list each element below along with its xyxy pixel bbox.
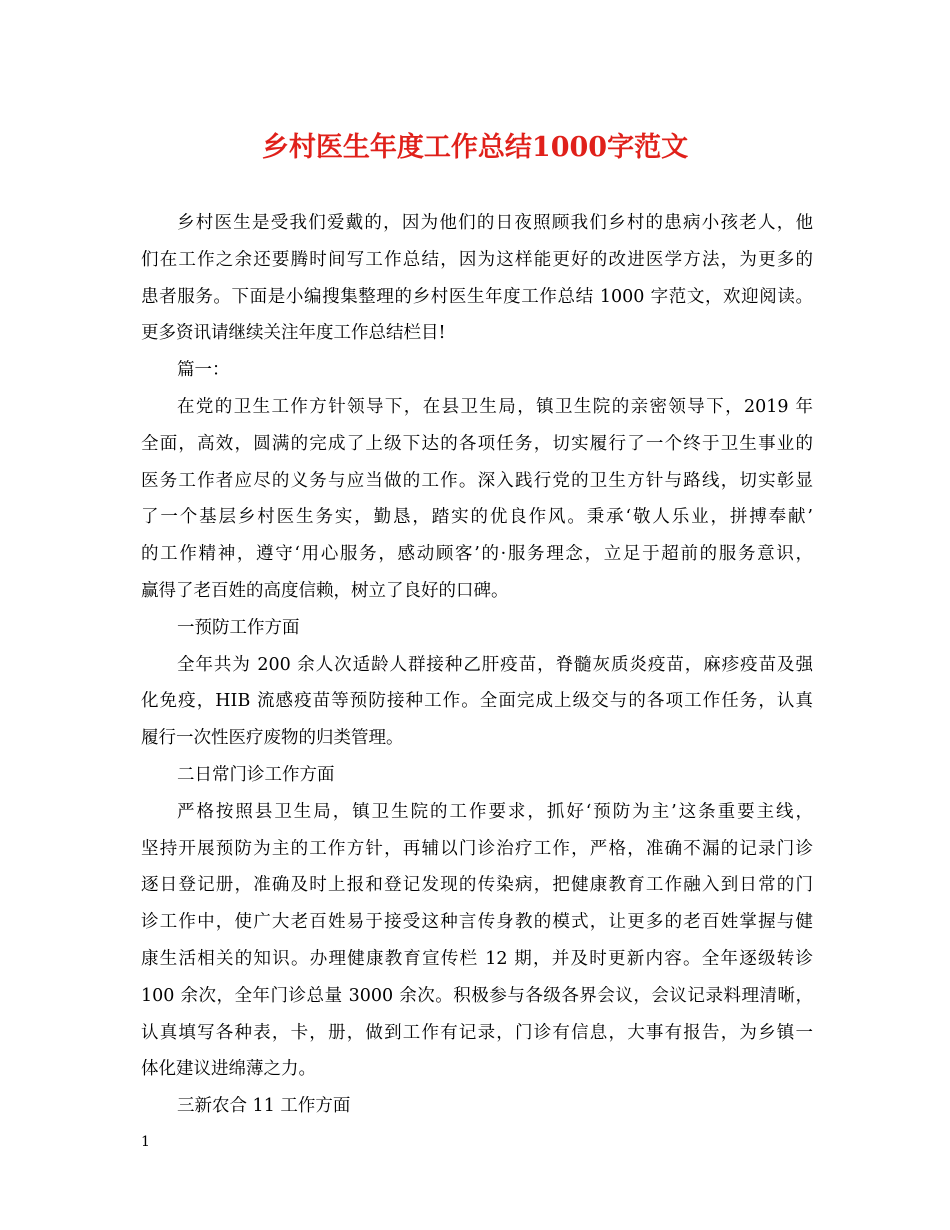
body-line: 体化建议进绵薄之力。 — [141, 1059, 316, 1080]
body-line: 在党的卫生工作方针领导下，在县卫生局，镇卫生院的亲密领导下，2019 年 — [177, 396, 813, 417]
body-line: 认真填写各种表，卡，册，做到工作有记录，门诊有信息，大事有报告，为乡镇一 — [141, 1022, 813, 1043]
body-line: 全面，高效，圆满的完成了上级下达的各项任务，切实履行了一个终于卫生事业的 — [141, 433, 813, 454]
body-line: 一预防工作方面 — [177, 617, 300, 638]
body-line: 更多资讯请继续关注年度工作总结栏目! — [141, 323, 446, 344]
body-line: 全年共为 200 余人次适龄人群接种乙肝疫苗，脊髓灰质炎疫苗，麻疹疫苗及强 — [177, 654, 813, 675]
document-body — [141, 205, 813, 1125]
body-line: 的工作精神，遵守‘用心服务，感动顾客’的·服务理念，立足于超前的服务意识， — [141, 544, 813, 565]
body-line: 了一个基层乡村医生务实，勤恳，踏实的优良作风。秉承‘敬人乐业，拼搏奉献’ — [141, 507, 813, 528]
body-line: 逐日登记册，准确及时上报和登记发现的传染病，把健康教育工作融入到日常的门 — [141, 875, 813, 896]
body-line: 们在工作之余还要腾时间写工作总结，因为这样能更好的改进医学方法，为更多的 — [141, 249, 813, 270]
body-line: 化免疫，HIB 流感疫苗等预防接种工作。全面完成上级交与的各项工作任务，认真 — [141, 691, 813, 712]
body-line: 严格按照县卫生局，镇卫生院的工作要求，抓好‘预防为主’这条重要主线， — [177, 801, 813, 822]
page-number: 1 — [141, 1134, 150, 1150]
document-title: 乡村医生年度工作总结1000字范文 — [261, 132, 689, 163]
body-line: 医务工作者应尽的义务与应当做的工作。深入践行党的卫生方针与路线，切实彰显 — [141, 470, 813, 491]
body-line: 赢得了老百姓的高度信赖，树立了良好的口碑。 — [141, 580, 509, 601]
body-line: 履行一次性医疗废物的归类管理。 — [141, 728, 404, 749]
body-line: 患者服务。下面是小编搜集整理的乡村医生年度工作总结 1000 字范文，欢迎阅读。 — [141, 286, 813, 307]
body-line: 诊工作中，使广大老百姓易于接受这种言传身教的模式，让更多的老百姓掌握与健 — [141, 912, 813, 933]
body-line: 100 余次，全年门诊总量 3000 余次。积极参与各级各界会议，会议记录料理清晰， — [141, 985, 813, 1006]
body-line: 篇一： — [177, 360, 230, 381]
body-line: 三新农合 11 工作方面 — [177, 1096, 351, 1117]
body-line: 乡村医生是受我们爱戴的，因为他们的日夜照顾我们乡村的患病小孩老人，他 — [177, 213, 813, 233]
body-line: 坚持开展预防为主的工作方针，再辅以门诊治疗工作，严格，准确不漏的记录门诊 — [141, 838, 813, 859]
body-line: 二日常门诊工作方面 — [177, 764, 335, 785]
body-line: 康生活相关的知识。办理健康教育宣传栏 12 期，并及时更新内容。全年逐级转诊 — [141, 948, 813, 969]
